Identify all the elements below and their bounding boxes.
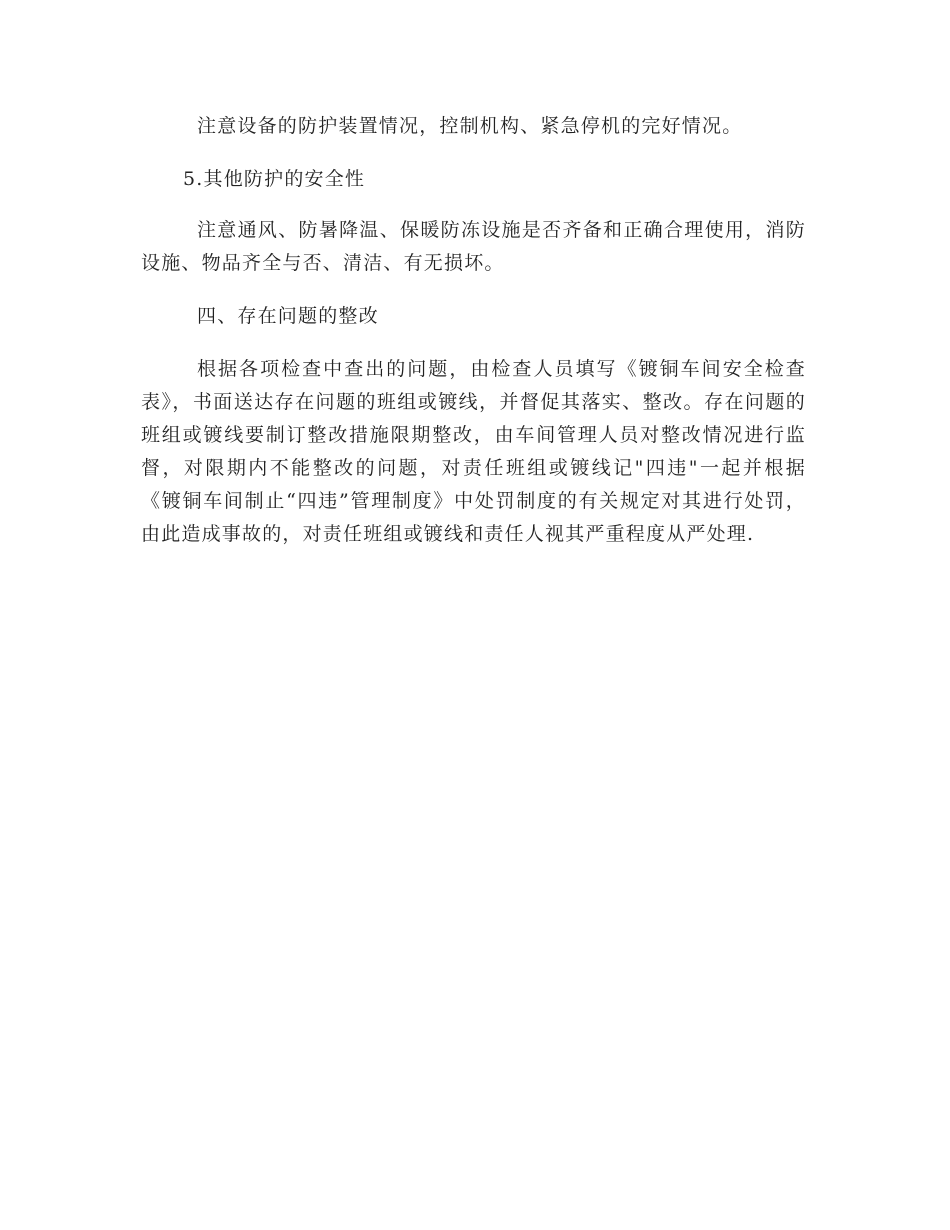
section-heading-other-protection: 5.其他防护的安全性: [183, 168, 366, 190]
spacer: [141, 143, 806, 163]
paragraph-rectification-process: 根据各项检查中查出的问题，由检查人员填写《镀铜车间安全检查表》，书面送达存在问题的班组或镀线，并督促其落实、整改。存在问题的班组或镀线要制订整改措施限期整改，由车间管理人员对整改情况进行监督，对限期内不能整改的问题，对责任班组或镀线记"四违"一起并根据《镀铜车间制止“四违”管理制度》中处罚制度的有关规定对其进行处罚，由此造成事故的，对责任班组或镀线和责任人视其严重程度从严处理.: [141, 358, 806, 545]
document-body: [141, 110, 806, 551]
spacer: [141, 196, 806, 214]
spacer: [141, 280, 806, 300]
spacer: [141, 333, 806, 353]
section-heading-rectification: 四、存在问题的整改: [197, 305, 379, 327]
paragraph-equipment-protection: 注意设备的防护装置情况，控制机构、紧急停机的完好情况。: [197, 115, 743, 137]
paragraph-ventilation-fire: 注意通风、防暑降温、保暖防冻设施是否齐备和正确合理使用，消防设施、物品齐全与否、清洁、有无损坏。: [141, 219, 806, 274]
